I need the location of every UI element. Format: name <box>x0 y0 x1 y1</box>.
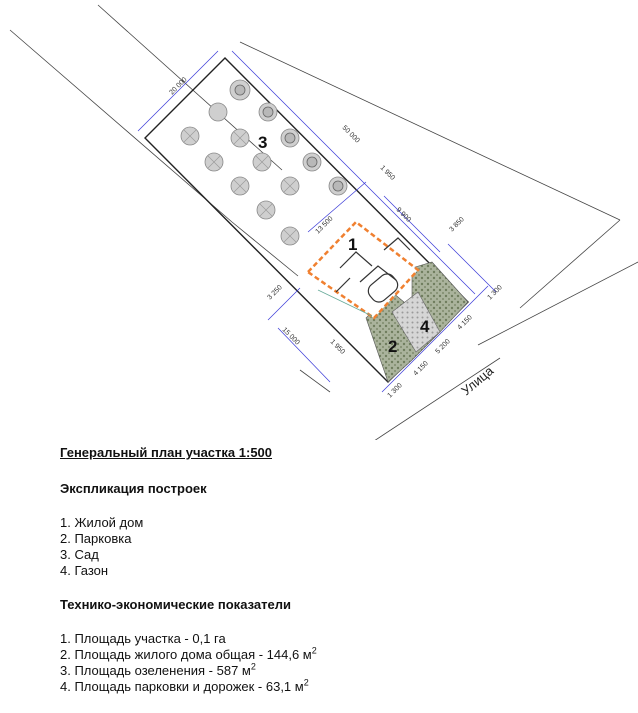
tep-item-sup: 2 <box>250 661 256 672</box>
tep-item-text: 2. Площадь жилого дома общая - 144,6 м <box>60 647 312 662</box>
plan-legend <box>60 445 620 713</box>
dim-house-width: 13 500 <box>314 215 335 236</box>
tep-item <box>60 663 620 679</box>
explication-item: 4. Газон <box>60 563 109 578</box>
dim-plot-width: 20 000 <box>168 76 189 97</box>
zone-label-lawn: 4 <box>420 317 430 336</box>
tep-item-text: 3. Площадь озеленения - 587 м <box>60 663 251 678</box>
dim-bottom-b: 1 300 <box>386 382 404 400</box>
plan-title: Генеральный план участка 1:500 <box>60 445 273 460</box>
tep-item <box>60 647 620 663</box>
dim-bottom-a: 4 150 <box>412 360 430 378</box>
zone-label-garden: 3 <box>258 133 268 152</box>
dim-right-b: 1 300 <box>486 284 504 302</box>
explication-item: 3. Сад <box>60 547 99 562</box>
street-label: Улица <box>458 363 497 399</box>
dim-plot-length: 50 000 <box>340 124 361 145</box>
tep-heading: Технико-экономические показатели <box>60 597 291 612</box>
dim-left-c: 1 950 <box>328 338 346 356</box>
dim-right-c: 4 150 <box>456 314 474 332</box>
tep-item-text: 4. Площадь парковки и дорожек - 63,1 м <box>60 679 304 694</box>
explication-list <box>60 515 620 579</box>
explication-item: 2. Парковка <box>60 531 132 546</box>
dimension-lines <box>138 51 496 392</box>
dim-right-d: 5 200 <box>434 338 452 356</box>
dim-house-depth: 9 900 <box>394 206 412 224</box>
dim-right-a: 3 850 <box>448 216 466 234</box>
zone-label-parking: 2 <box>388 337 398 356</box>
dim-left-a: 3 250 <box>266 284 284 302</box>
tep-list <box>60 631 620 695</box>
zone-label-house: 1 <box>348 235 358 254</box>
explication-heading: Экспликация построек <box>60 481 207 496</box>
dim-side-right-top: 1 950 <box>378 164 396 182</box>
tep-item-sup: 2 <box>311 645 317 656</box>
dim-left-b: 15 000 <box>280 326 301 347</box>
tep-item <box>60 679 620 695</box>
explication-item: 1. Жилой дом <box>60 515 144 530</box>
tep-item <box>60 631 620 647</box>
tep-item-sup: 2 <box>303 677 309 688</box>
tep-item-text: 1. Площадь участка - 0,1 га <box>60 631 226 646</box>
